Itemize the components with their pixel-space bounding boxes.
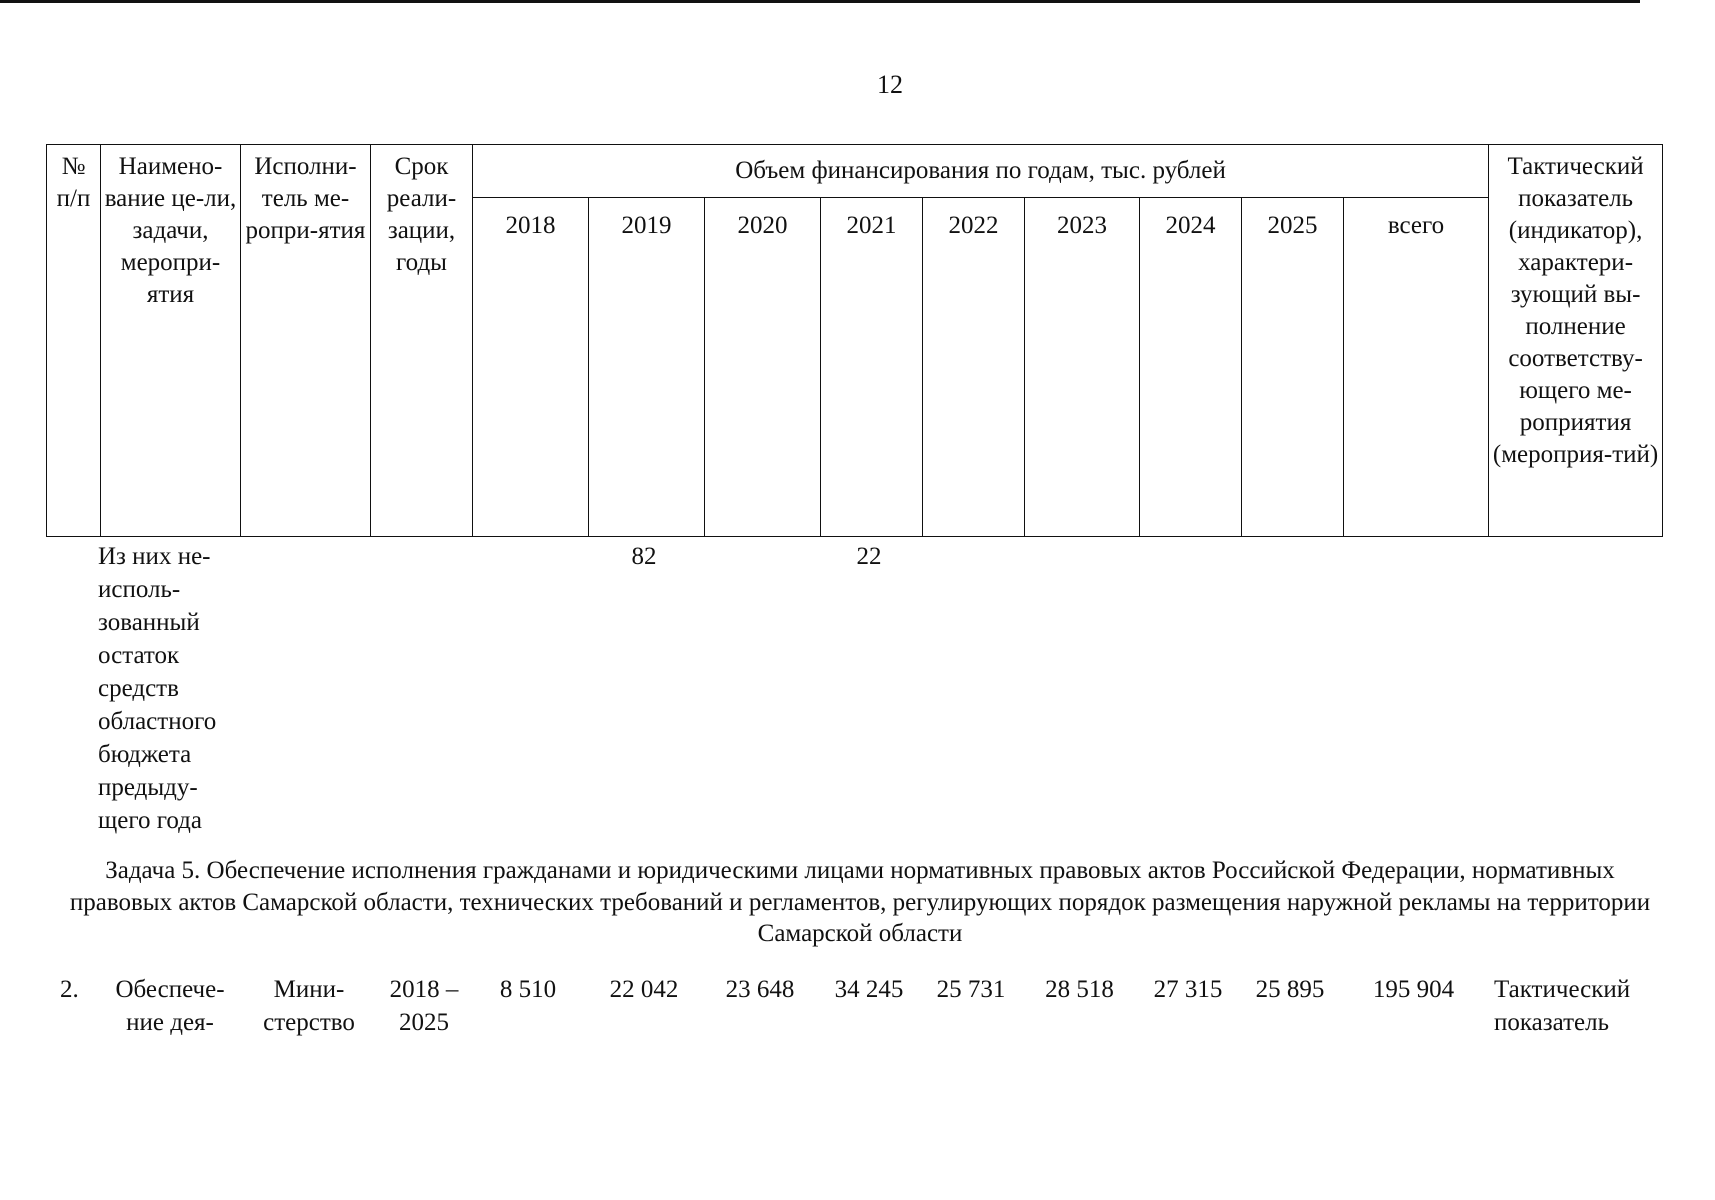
header-year: 2023 (1025, 198, 1140, 537)
unused-2021-value: 22 (856, 543, 882, 570)
row-2-value: 25 895 (1255, 976, 1325, 1003)
row-2-value: 25 731 (936, 976, 1006, 1003)
header-term: Срок реали-зации, годы (371, 145, 473, 537)
header-name: Наимено-вание це-ли, задачи, меропри-ятия (101, 145, 241, 537)
row-2-term: 2018 – 2025 (389, 976, 459, 1036)
header-year: 2024 (1140, 198, 1242, 537)
row-2-executor: Мини-стерство (263, 976, 355, 1036)
row-2-value: 27 315 (1153, 976, 1223, 1003)
row-2-value: 22 042 (609, 976, 679, 1003)
header-total: всего (1344, 198, 1489, 537)
row-2-total: 195 904 (1372, 976, 1455, 1003)
header-year: 2018 (473, 198, 589, 537)
row-2-name: Обеспече-ние дея- (115, 976, 225, 1036)
header-year: 2022 (923, 198, 1025, 537)
unused-balance-label: Из них не-исполь-зованный остаток средств областного бюджета предыду-щего года (98, 543, 217, 834)
row-2-indicator: Тактический показатель (1494, 976, 1631, 1036)
page-number: 12 (877, 70, 903, 99)
header-year: 2020 (705, 198, 821, 537)
row-2-value: 8 510 (499, 976, 557, 1003)
top-border-line (0, 0, 1640, 3)
header-year: 2021 (821, 198, 923, 537)
header-year: 2025 (1242, 198, 1344, 537)
row-2-num: 2. (60, 976, 79, 1003)
header-num: № п/п (47, 145, 101, 537)
row-2-value: 23 648 (725, 976, 795, 1003)
header-year: 2019 (589, 198, 705, 537)
row-2-value: 28 518 (1045, 976, 1114, 1003)
row-2-value: 34 245 (834, 976, 904, 1003)
header-funding: Объем финансирования по годам, тыс. рублей (473, 145, 1489, 198)
header-indicator: Тактический показатель (индикатор), характери-зующий вы-полнение соответству-ющего ме-роприятия (мероприя-тий) (1489, 145, 1663, 537)
header-table (46, 144, 1663, 537)
task-5-heading: Задача 5. Обеспечение исполнения гражданами и юридическими лицами нормативных правовых актов Российской Федерации, нормативных правовых актов Самарской области, технических требований и регламентов, регулирующих порядок размещения наружной рекламы на территории Самарской области (69, 857, 1651, 947)
unused-2019-value: 82 (631, 543, 657, 570)
header-executor: Исполни-тель ме-ропри-ятия (241, 145, 371, 537)
